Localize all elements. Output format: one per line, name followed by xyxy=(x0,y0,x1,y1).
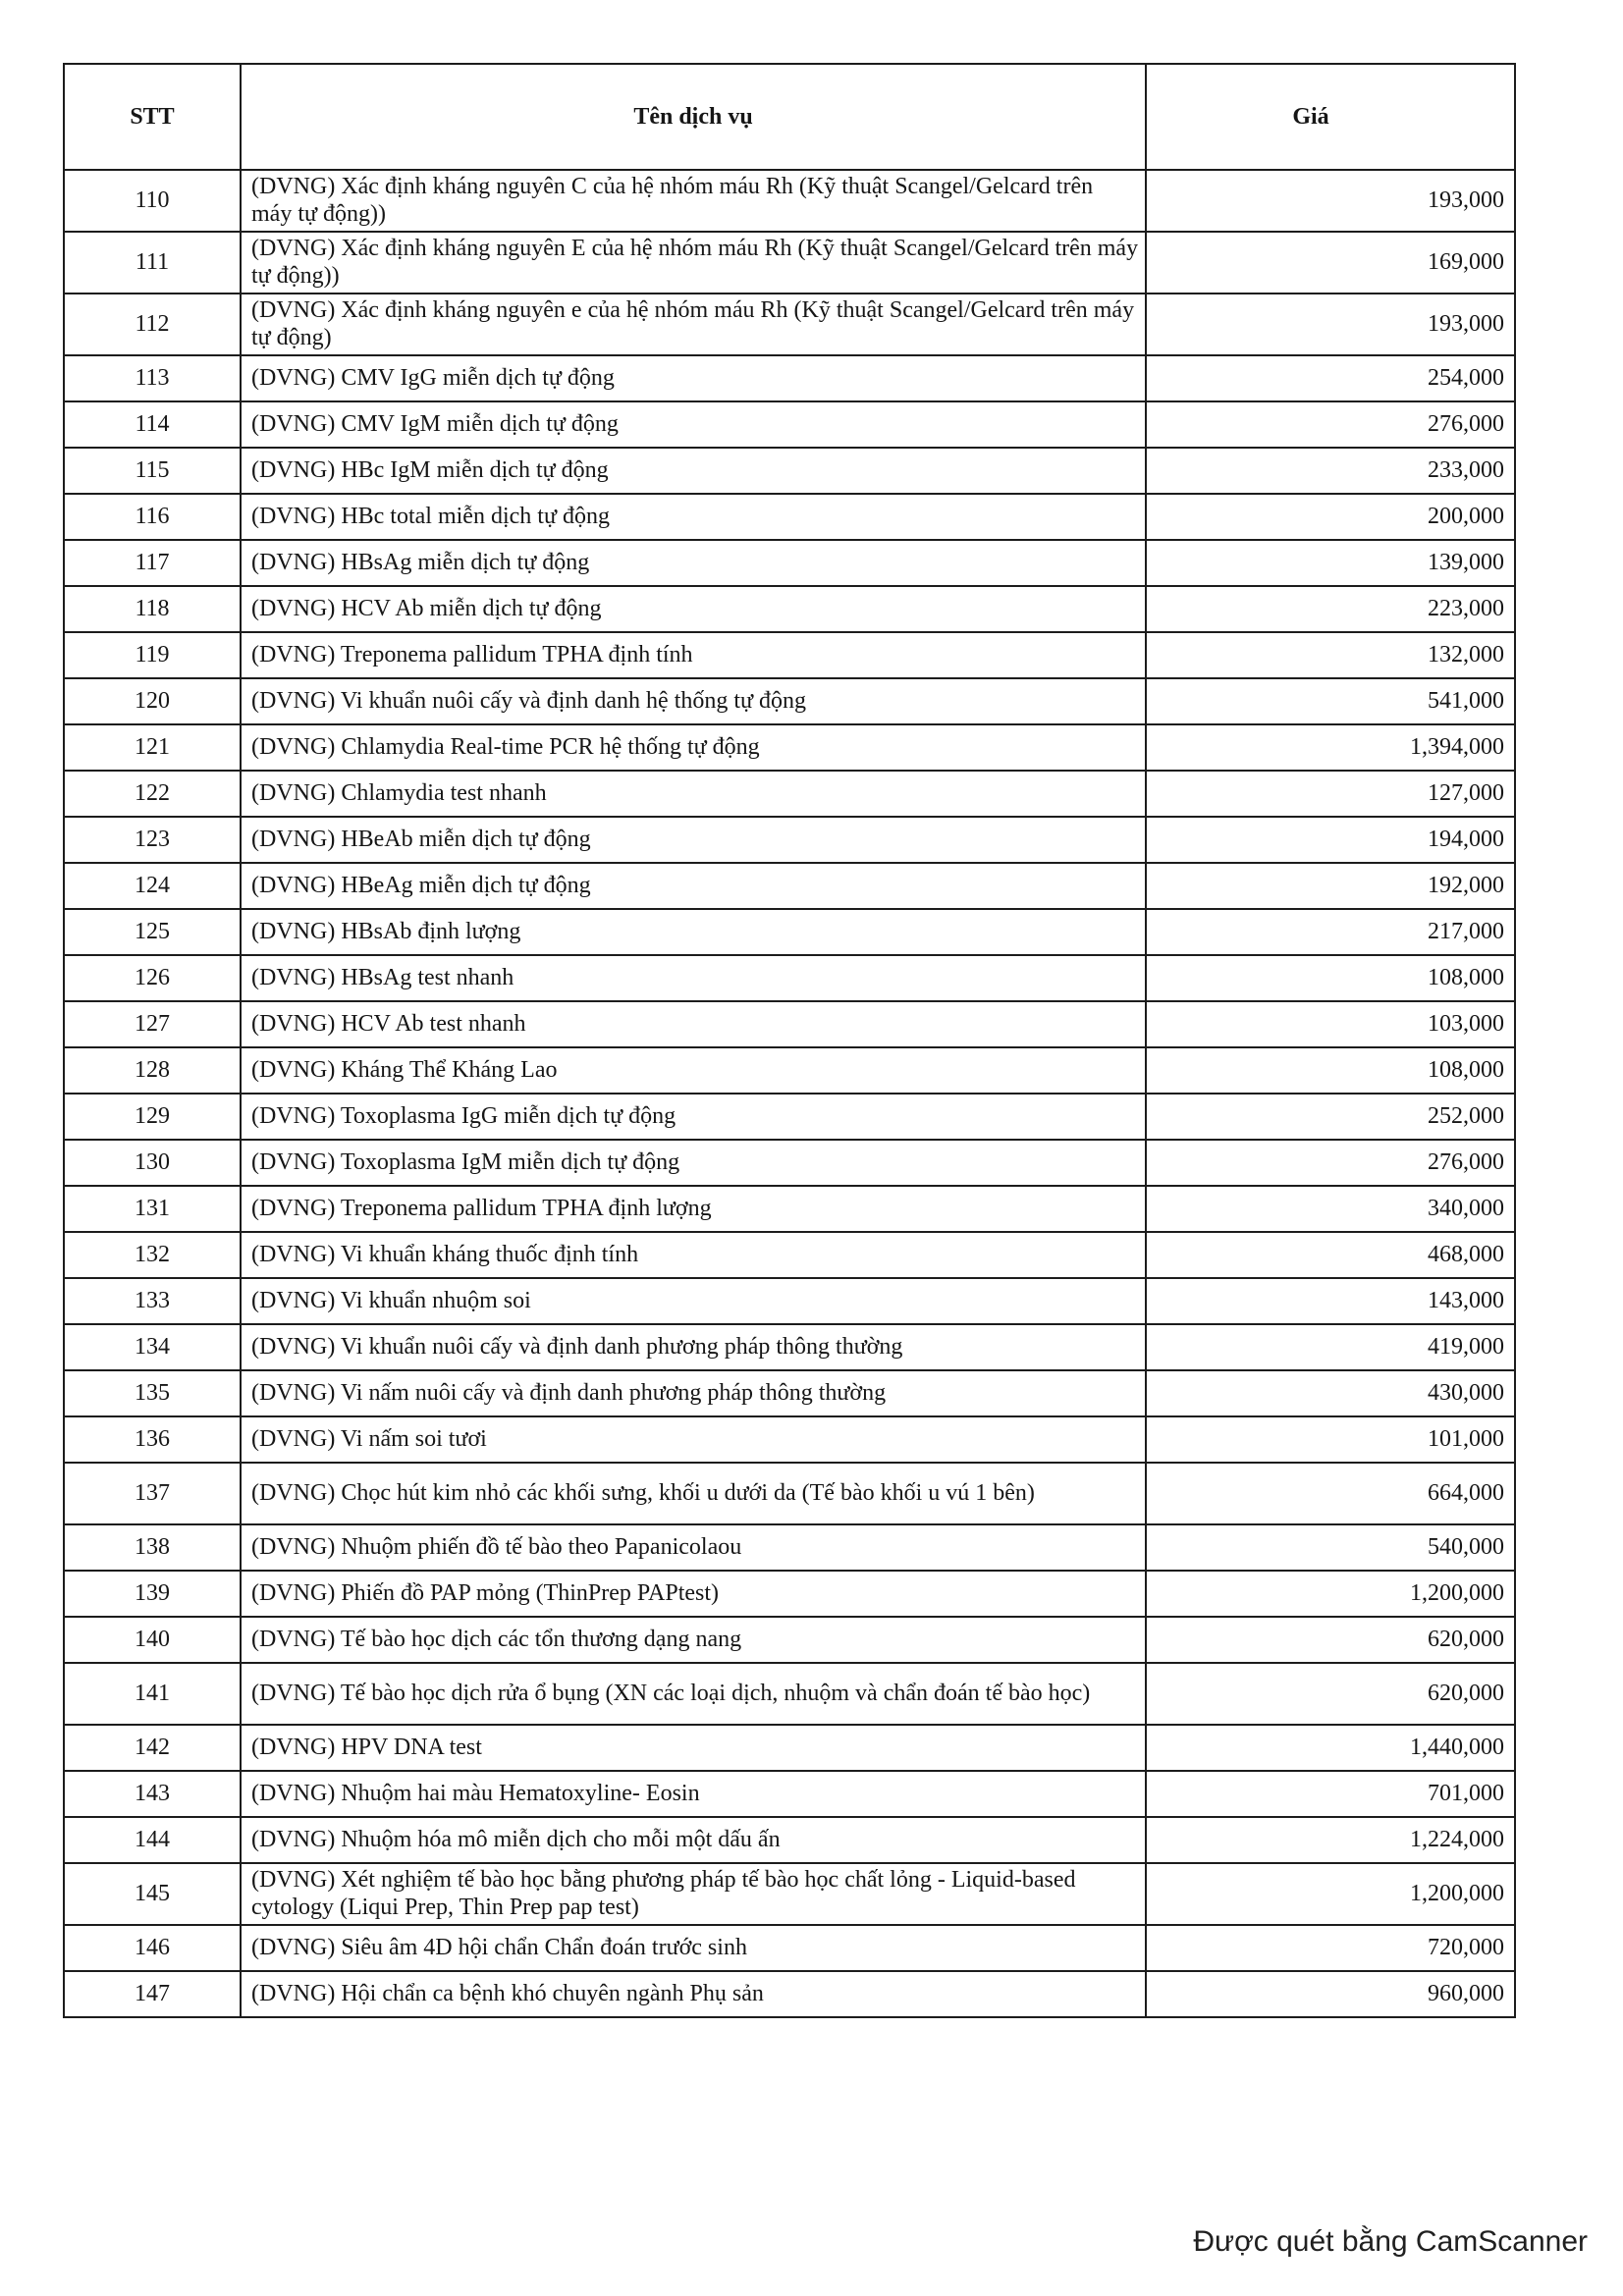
row-service-name: (DVNG) HBeAg miễn dịch tự động xyxy=(241,863,1146,909)
row-service-name: (DVNG) HCV Ab test nhanh xyxy=(241,1001,1146,1047)
camscanner-watermark: Được quét bằng CamScanner xyxy=(1193,2225,1588,2258)
row-service-name: (DVNG) Treponema pallidum TPHA định lượng xyxy=(241,1186,1146,1232)
row-price: 1,224,000 xyxy=(1146,1817,1515,1863)
row-price: 169,000 xyxy=(1146,232,1515,294)
row-price: 340,000 xyxy=(1146,1186,1515,1232)
row-service-name: (DVNG) Nhuộm phiến đồ tế bào theo Papanicolaou xyxy=(241,1524,1146,1571)
row-stt: 147 xyxy=(64,1971,241,2017)
row-price: 620,000 xyxy=(1146,1617,1515,1663)
row-price: 101,000 xyxy=(1146,1416,1515,1463)
row-stt: 111 xyxy=(64,232,241,294)
row-stt: 120 xyxy=(64,678,241,724)
row-stt: 143 xyxy=(64,1771,241,1817)
row-service-name: (DVNG) Toxoplasma IgM miễn dịch tự động xyxy=(241,1140,1146,1186)
table-row xyxy=(64,1817,1515,1863)
row-stt: 133 xyxy=(64,1278,241,1324)
table-row xyxy=(64,1001,1515,1047)
row-stt: 125 xyxy=(64,909,241,955)
row-stt: 146 xyxy=(64,1925,241,1971)
row-price: 252,000 xyxy=(1146,1094,1515,1140)
row-price: 1,440,000 xyxy=(1146,1725,1515,1771)
row-price: 254,000 xyxy=(1146,355,1515,401)
row-stt: 137 xyxy=(64,1463,241,1524)
table-row xyxy=(64,1863,1515,1925)
header-price: Giá xyxy=(1146,64,1515,170)
row-stt: 128 xyxy=(64,1047,241,1094)
table-row xyxy=(64,170,1515,232)
row-service-name: (DVNG) Tế bào học dịch rửa ổ bụng (XN các loại dịch, nhuộm và chẩn đoán tế bào học) xyxy=(241,1663,1146,1725)
row-service-name: (DVNG) Vi khuẩn nhuộm soi xyxy=(241,1278,1146,1324)
row-stt: 112 xyxy=(64,294,241,355)
row-price: 468,000 xyxy=(1146,1232,1515,1278)
row-price: 143,000 xyxy=(1146,1278,1515,1324)
row-price: 108,000 xyxy=(1146,1047,1515,1094)
row-price: 720,000 xyxy=(1146,1925,1515,1971)
table-row xyxy=(64,586,1515,632)
row-service-name: (DVNG) HBsAb định lượng xyxy=(241,909,1146,955)
table-body xyxy=(64,170,1515,2017)
row-service-name: (DVNG) Xác định kháng nguyên e của hệ nhóm máu Rh (Kỹ thuật Scangel/Gelcard trên máy tự động) xyxy=(241,294,1146,355)
row-stt: 126 xyxy=(64,955,241,1001)
table-row xyxy=(64,1370,1515,1416)
table-row xyxy=(64,1278,1515,1324)
row-stt: 134 xyxy=(64,1324,241,1370)
row-stt: 145 xyxy=(64,1863,241,1925)
table-row xyxy=(64,863,1515,909)
row-service-name: (DVNG) Chlamydia test nhanh xyxy=(241,771,1146,817)
row-service-name: (DVNG) Tế bào học dịch các tổn thương dạng nang xyxy=(241,1617,1146,1663)
row-stt: 140 xyxy=(64,1617,241,1663)
row-service-name: (DVNG) Xác định kháng nguyên E của hệ nhóm máu Rh (Kỹ thuật Scangel/Gelcard trên máy tự động)) xyxy=(241,232,1146,294)
row-service-name: (DVNG) HBsAg miễn dịch tự động xyxy=(241,540,1146,586)
row-price: 193,000 xyxy=(1146,294,1515,355)
table-row xyxy=(64,1524,1515,1571)
row-service-name: (DVNG) Chlamydia Real-time PCR hệ thống tự động xyxy=(241,724,1146,771)
row-price: 701,000 xyxy=(1146,1771,1515,1817)
row-service-name: (DVNG) CMV IgM miễn dịch tự động xyxy=(241,401,1146,448)
header-stt: STT xyxy=(64,64,241,170)
row-stt: 130 xyxy=(64,1140,241,1186)
row-service-name: (DVNG) Xác định kháng nguyên C của hệ nhóm máu Rh (Kỹ thuật Scangel/Gelcard trên máy tự động)) xyxy=(241,170,1146,232)
row-price: 419,000 xyxy=(1146,1324,1515,1370)
row-service-name: (DVNG) Nhuộm hai màu Hematoxyline- Eosin xyxy=(241,1771,1146,1817)
row-service-name: (DVNG) Vi nấm nuôi cấy và định danh phương pháp thông thường xyxy=(241,1370,1146,1416)
row-stt: 116 xyxy=(64,494,241,540)
row-service-name: (DVNG) HBc total miễn dịch tự động xyxy=(241,494,1146,540)
table-row xyxy=(64,1617,1515,1663)
row-service-name: (DVNG) HBeAb miễn dịch tự động xyxy=(241,817,1146,863)
row-service-name: (DVNG) HBsAg test nhanh xyxy=(241,955,1146,1001)
table-row xyxy=(64,1463,1515,1524)
table-row xyxy=(64,401,1515,448)
row-service-name: (DVNG) Chọc hút kim nhỏ các khối sưng, khối u dưới da (Tế bào khối u vú 1 bên) xyxy=(241,1463,1146,1524)
row-service-name: (DVNG) Vi nấm soi tươi xyxy=(241,1416,1146,1463)
row-price: 192,000 xyxy=(1146,863,1515,909)
row-price: 1,200,000 xyxy=(1146,1571,1515,1617)
row-price: 103,000 xyxy=(1146,1001,1515,1047)
row-price: 960,000 xyxy=(1146,1971,1515,2017)
row-service-name: (DVNG) Xét nghiệm tế bào học bằng phương pháp tế bào học chất lỏng - Liquid-based cytology (Liqui Prep, Thin Prep pap test) xyxy=(241,1863,1146,1925)
row-stt: 110 xyxy=(64,170,241,232)
row-stt: 135 xyxy=(64,1370,241,1416)
row-service-name: (DVNG) HCV Ab miễn dịch tự động xyxy=(241,586,1146,632)
row-price: 127,000 xyxy=(1146,771,1515,817)
row-stt: 124 xyxy=(64,863,241,909)
row-price: 540,000 xyxy=(1146,1524,1515,1571)
row-service-name: (DVNG) Siêu âm 4D hội chẩn Chẩn đoán trước sinh xyxy=(241,1925,1146,1971)
table-row xyxy=(64,771,1515,817)
row-stt: 113 xyxy=(64,355,241,401)
row-stt: 122 xyxy=(64,771,241,817)
table-row xyxy=(64,1571,1515,1617)
table-row xyxy=(64,448,1515,494)
row-service-name: (DVNG) Vi khuẩn nuôi cấy và định danh phương pháp thông thường xyxy=(241,1324,1146,1370)
table-row xyxy=(64,294,1515,355)
row-stt: 141 xyxy=(64,1663,241,1725)
table-row xyxy=(64,1771,1515,1817)
row-price: 139,000 xyxy=(1146,540,1515,586)
table-row xyxy=(64,1324,1515,1370)
table-row xyxy=(64,1725,1515,1771)
row-price: 430,000 xyxy=(1146,1370,1515,1416)
row-price: 233,000 xyxy=(1146,448,1515,494)
row-price: 217,000 xyxy=(1146,909,1515,955)
row-stt: 114 xyxy=(64,401,241,448)
row-service-name: (DVNG) Toxoplasma IgG miễn dịch tự động xyxy=(241,1094,1146,1140)
row-stt: 131 xyxy=(64,1186,241,1232)
row-price: 108,000 xyxy=(1146,955,1515,1001)
table-row xyxy=(64,632,1515,678)
table-row xyxy=(64,1663,1515,1725)
row-price: 193,000 xyxy=(1146,170,1515,232)
row-stt: 123 xyxy=(64,817,241,863)
row-service-name: (DVNG) HPV DNA test xyxy=(241,1725,1146,1771)
row-price: 541,000 xyxy=(1146,678,1515,724)
table-row xyxy=(64,955,1515,1001)
price-table xyxy=(63,63,1516,2018)
row-stt: 138 xyxy=(64,1524,241,1571)
row-service-name: (DVNG) Vi khuẩn nuôi cấy và định danh hệ thống tự động xyxy=(241,678,1146,724)
row-service-name: (DVNG) Treponema pallidum TPHA định tính xyxy=(241,632,1146,678)
table-row xyxy=(64,494,1515,540)
row-service-name: (DVNG) HBc IgM miễn dịch tự động xyxy=(241,448,1146,494)
table-row xyxy=(64,1047,1515,1094)
table-row xyxy=(64,909,1515,955)
header-service-name: Tên dịch vụ xyxy=(241,64,1146,170)
row-price: 200,000 xyxy=(1146,494,1515,540)
row-stt: 142 xyxy=(64,1725,241,1771)
row-price: 664,000 xyxy=(1146,1463,1515,1524)
row-stt: 132 xyxy=(64,1232,241,1278)
row-price: 620,000 xyxy=(1146,1663,1515,1725)
row-stt: 127 xyxy=(64,1001,241,1047)
row-service-name: (DVNG) Nhuộm hóa mô miễn dịch cho mỗi một dấu ấn xyxy=(241,1817,1146,1863)
row-service-name: (DVNG) CMV IgG miễn dịch tự động xyxy=(241,355,1146,401)
row-stt: 117 xyxy=(64,540,241,586)
table-row xyxy=(64,1186,1515,1232)
table-row xyxy=(64,1925,1515,1971)
row-stt: 139 xyxy=(64,1571,241,1617)
table-row xyxy=(64,1140,1515,1186)
table-row xyxy=(64,817,1515,863)
header-row xyxy=(64,64,1515,170)
row-price: 276,000 xyxy=(1146,401,1515,448)
row-price: 1,200,000 xyxy=(1146,1863,1515,1925)
table-row xyxy=(64,678,1515,724)
row-stt: 129 xyxy=(64,1094,241,1140)
row-service-name: (DVNG) Hội chẩn ca bệnh khó chuyên ngành Phụ sản xyxy=(241,1971,1146,2017)
row-service-name: (DVNG) Vi khuẩn kháng thuốc định tính xyxy=(241,1232,1146,1278)
table-row xyxy=(64,724,1515,771)
table-row xyxy=(64,1094,1515,1140)
row-stt: 121 xyxy=(64,724,241,771)
row-stt: 115 xyxy=(64,448,241,494)
row-price: 276,000 xyxy=(1146,1140,1515,1186)
table-row xyxy=(64,355,1515,401)
table-row xyxy=(64,1971,1515,2017)
row-stt: 136 xyxy=(64,1416,241,1463)
row-service-name: (DVNG) Kháng Thể Kháng Lao xyxy=(241,1047,1146,1094)
row-price: 132,000 xyxy=(1146,632,1515,678)
row-stt: 119 xyxy=(64,632,241,678)
table-row xyxy=(64,1416,1515,1463)
row-price: 223,000 xyxy=(1146,586,1515,632)
table-row xyxy=(64,232,1515,294)
row-service-name: (DVNG) Phiến đồ PAP mỏng (ThinPrep PAPtest) xyxy=(241,1571,1146,1617)
table-row xyxy=(64,540,1515,586)
row-stt: 118 xyxy=(64,586,241,632)
table-row xyxy=(64,1232,1515,1278)
row-stt: 144 xyxy=(64,1817,241,1863)
row-price: 1,394,000 xyxy=(1146,724,1515,771)
row-price: 194,000 xyxy=(1146,817,1515,863)
